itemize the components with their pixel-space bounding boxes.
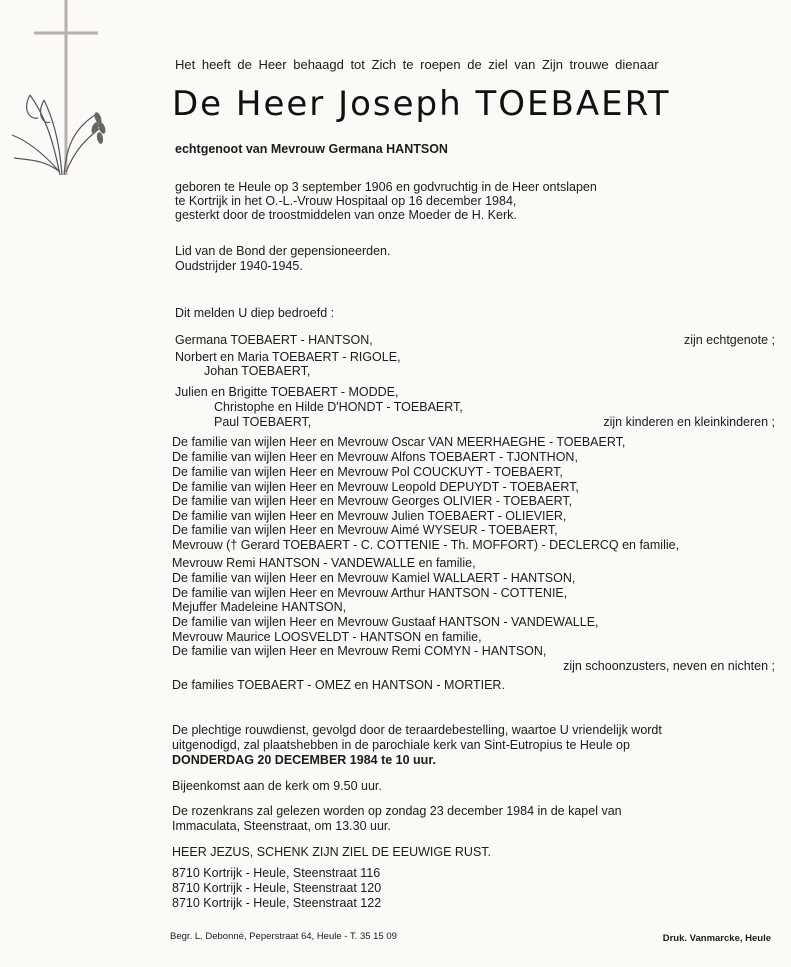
address-line: 8710 Kortrijk - Heule, Steenstraat 120 [172, 881, 382, 895]
mourner-line: Germana TOEBAERT - HANTSON, [175, 333, 373, 347]
spouse-line: echtgenoot van Mevrouw Germana HANTSON [175, 142, 448, 156]
wheat-icon [12, 95, 100, 175]
bio-line: gesterkt door de troostmiddelen van onze Moeder de H. Kerk. [175, 208, 517, 222]
mourner-line: Mevrouw († Gerard TOEBAERT - C. COTTENIE - Th. MOFFORT) - DECLERCQ en familie, [172, 538, 680, 552]
service-line: De plechtige rouwdienst, gevolgd door de teraardebestelling, waartoe U vriendelijk wordt [172, 723, 662, 737]
relation-spouse: zijn echtgenote ; [683, 333, 775, 347]
gathering-line: Bijeenkomst aan de kerk om 9.50 uur. [172, 779, 382, 793]
address-line: 8710 Kortrijk - Heule, Steenstraat 116 [172, 866, 381, 880]
mourner-line: Mevrouw Remi HANTSON - VANDEWALLE en familie, [172, 556, 476, 570]
prayer-line: HEER JEZUS, SCHENK ZIJN ZIEL DE EEUWIGE RUST. [172, 845, 492, 859]
mourner-line: De familie van wijlen Heer en Mevrouw Pol COUCKUYT - TOEBAERT, [172, 465, 563, 479]
bio-line: geboren te Heule op 3 september 1906 en godvruchtig in de Heer ontslapen [175, 180, 597, 194]
mourner-line: Christophe en Hilde D'HONDT - TOEBAERT, [214, 400, 463, 414]
mourner-line: De familie van wijlen Heer en Mevrouw Gustaaf HANTSON - VANDEWALLE, [172, 615, 599, 629]
mourner-line: Norbert en Maria TOEBAERT - RIGOLE, [175, 350, 401, 364]
mourners-intro: Dit melden U diep bedroefd : [175, 306, 335, 320]
service-line: uitgenodigd, zal plaatshebben in de parochiale kerk van Sint-Eutropius te Heule op [172, 738, 630, 752]
intro-line: Het heeft de Heer behaagd tot Zich te roepen de ziel van Zijn trouwe dienaar [175, 57, 659, 72]
mourner-line: Mejuffer Madeleine HANTSON, [172, 600, 347, 614]
rosary-line: Immaculata, Steenstraat, om 13.30 uur. [172, 819, 391, 833]
cross-icon [34, 0, 98, 175]
mourner-line: Julien en Brigitte TOEBAERT - MODDE, [175, 385, 399, 399]
rosary-line: De rozenkrans zal gelezen worden op zondag 23 december 1984 in de kapel van [172, 804, 622, 818]
mourner-line: Paul TOEBAERT, [214, 415, 312, 429]
mourner-line: De familie van wijlen Heer en Mevrouw Aimé WYSEUR - TOEBAERT, [172, 523, 558, 537]
mourner-line: De familie van wijlen Heer en Mevrouw Leopold DEPUYDT - TOEBAERT, [172, 480, 579, 494]
mourner-line: De familie van wijlen Heer en Mevrouw Georges OLIVIER - TOEBAERT, [172, 494, 573, 508]
undertaker-credit: Begr. L. Debonné, Peperstraat 64, Heule - T. 35 15 09 [170, 931, 397, 942]
service-date: DONDERDAG 20 DECEMBER 1984 te 10 uur. [172, 753, 436, 767]
mourner-line: Mevrouw Maurice LOOSVELDT - HANTSON en familie, [172, 630, 482, 644]
mourner-line: De familie van wijlen Heer en Mevrouw Remi COMYN - HANTSON, [172, 644, 547, 658]
mourner-line: De familie van wijlen Heer en Mevrouw Julien TOEBAERT - OLIEVIER, [172, 509, 567, 523]
mourner-line: De familie van wijlen Heer en Mevrouw Alfons TOEBAERT - TJONTHON, [172, 450, 578, 464]
printer-credit: Druk. Vanmarcke, Heule [662, 933, 771, 944]
bio-line: Oudstrijder 1940-1945. [175, 259, 303, 273]
mourner-line: De familie van wijlen Heer en Mevrouw Oscar VAN MEERHAEGHE - TOEBAERT, [172, 435, 626, 449]
cross-wheat-ornament [0, 0, 120, 200]
relation-children: zijn kinderen en kleinkinderen ; [603, 415, 775, 429]
mourner-line: De familie van wijlen Heer en Mevrouw Arthur HANTSON - COTTENIE, [172, 586, 568, 600]
mourner-line: De families TOEBAERT - OMEZ en HANTSON - MORTIER. [172, 678, 505, 692]
deceased-name: De Heer Joseph TOEBAERT [172, 84, 671, 124]
mourner-line: Johan TOEBAERT, [204, 364, 311, 378]
address-line: 8710 Kortrijk - Heule, Steenstraat 122 [172, 896, 382, 910]
relation-family: zijn schoonzusters, neven en nichten ; [563, 659, 775, 673]
bio-line: Lid van de Bond der gepensioneerden. [175, 244, 391, 258]
mourner-line: De familie van wijlen Heer en Mevrouw Kamiel WALLAERT - HANTSON, [172, 571, 576, 585]
bio-line: te Kortrijk in het O.-L.-Vrouw Hospitaal op 16 december 1984, [175, 194, 517, 208]
